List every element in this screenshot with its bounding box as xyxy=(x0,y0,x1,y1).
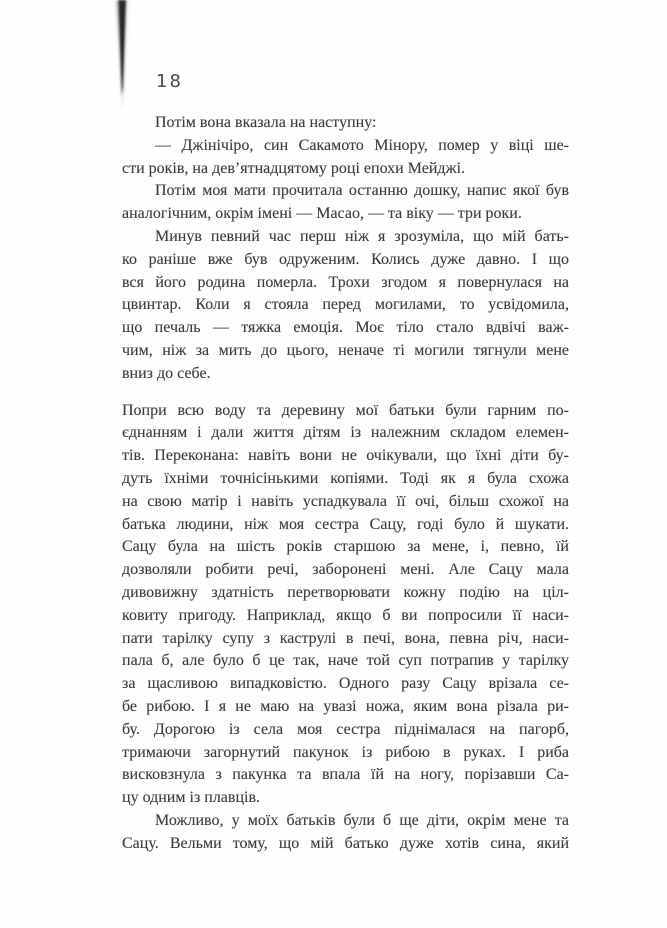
text-line: що печаль — тяжка емоція. Моє тіло стало вдвічі важ- xyxy=(122,319,569,337)
text-line: єднанням і дали життя дітям із належним складом елемен- xyxy=(122,424,569,442)
text-line: Сацу була на шість років старшою за мене, і, певно, їй xyxy=(122,538,569,556)
paragraph xyxy=(122,180,569,226)
text-line: батька людини, ніж моя сестра Сацу, годі було й шукати. xyxy=(122,515,569,533)
page-number: 18 xyxy=(156,71,183,92)
paragraph xyxy=(122,400,569,810)
paragraph xyxy=(122,112,569,135)
text-line: дуть їхніми точнісінькими копіями. Тоді як я була схожа xyxy=(122,469,569,487)
text-line: ко раніше вже був одруженим. Колись дуже давно. І що xyxy=(122,250,569,268)
ink-scratch-artifact xyxy=(112,0,136,120)
text-line: сти років, на дев’ятнадцятому році епохи Мейджі. xyxy=(122,159,466,177)
text-line: пала б, але було б це так, наче той суп потрапив у тарілку xyxy=(122,652,569,670)
text-line: за щасливою випадковістю. Одного разу Сацу врізала се- xyxy=(122,675,569,693)
text-line: дозволяли робити речі, заборонені мені. Але Сацу мала xyxy=(122,561,569,579)
text-line: Минув певний час перш ніж я зрозуміла, що мій бать- xyxy=(155,227,569,245)
text-line: тримаючи загорнутий пакунок із рибою в руках. І риба xyxy=(122,743,569,761)
text-line: висковзнула з пакунка та впала їй на ногу, порізавши Са- xyxy=(122,766,569,784)
text-line: ковиту пригоду. Наприклад, якщо б ви попросили її наси- xyxy=(122,606,569,624)
text-line: цвинтар. Коли я стояла перед могилами, то усвідомила, xyxy=(122,296,569,314)
text-line: пати тарілку супу з каструлі в печі, вона, певна річ, наси- xyxy=(122,629,569,647)
text-line: чим, ніж за мить до цього, неначе ті могили тягнули мене xyxy=(122,341,569,359)
text-line: Потім вона вказала на наступну: xyxy=(155,114,377,131)
text-line: вниз до себе. xyxy=(122,364,211,382)
text-line: тів. Переконана: навіть вони не очікували, що їхні діти бу- xyxy=(122,447,569,465)
text-line: бу. Дорогою із села моя сестра піднімалася на пагорб, xyxy=(122,720,569,738)
text-line: аналогічним, окрім імені — Масао, — та віку — три роки. xyxy=(122,205,522,223)
text-line: цу одним із плавців. xyxy=(122,789,261,807)
text-line: Попри всю воду та деревину мої батьки були гарним по- xyxy=(122,401,569,419)
text-block xyxy=(122,112,569,856)
text-line: на свою матір і навіть успадкувала її очі, більш схожої на xyxy=(122,492,569,510)
paragraph xyxy=(122,810,569,856)
text-line: — Джінічіро, син Сакамото Мінору, помер у віці ше- xyxy=(155,136,569,154)
paragraph xyxy=(122,135,569,181)
paragraph xyxy=(122,226,569,386)
text-line: Сацу. Вельми тому, що мій батько дуже хотів сина, який xyxy=(122,834,569,852)
text-line: бе рибою. І я не маю на увазі ножа, яким вона різала ри- xyxy=(122,697,569,715)
text-line: вся його родина померла. Трохи згодом я повернулася на xyxy=(122,273,569,291)
text-line: Можливо, у моїх батьків були б ще діти, окрім мене та xyxy=(155,811,569,829)
text-line: Потім моя мати прочитала останню дошку, напис якої був xyxy=(155,182,569,200)
text-line: дивовижну здатність перетворювати кожну подію на ціл- xyxy=(122,583,569,601)
